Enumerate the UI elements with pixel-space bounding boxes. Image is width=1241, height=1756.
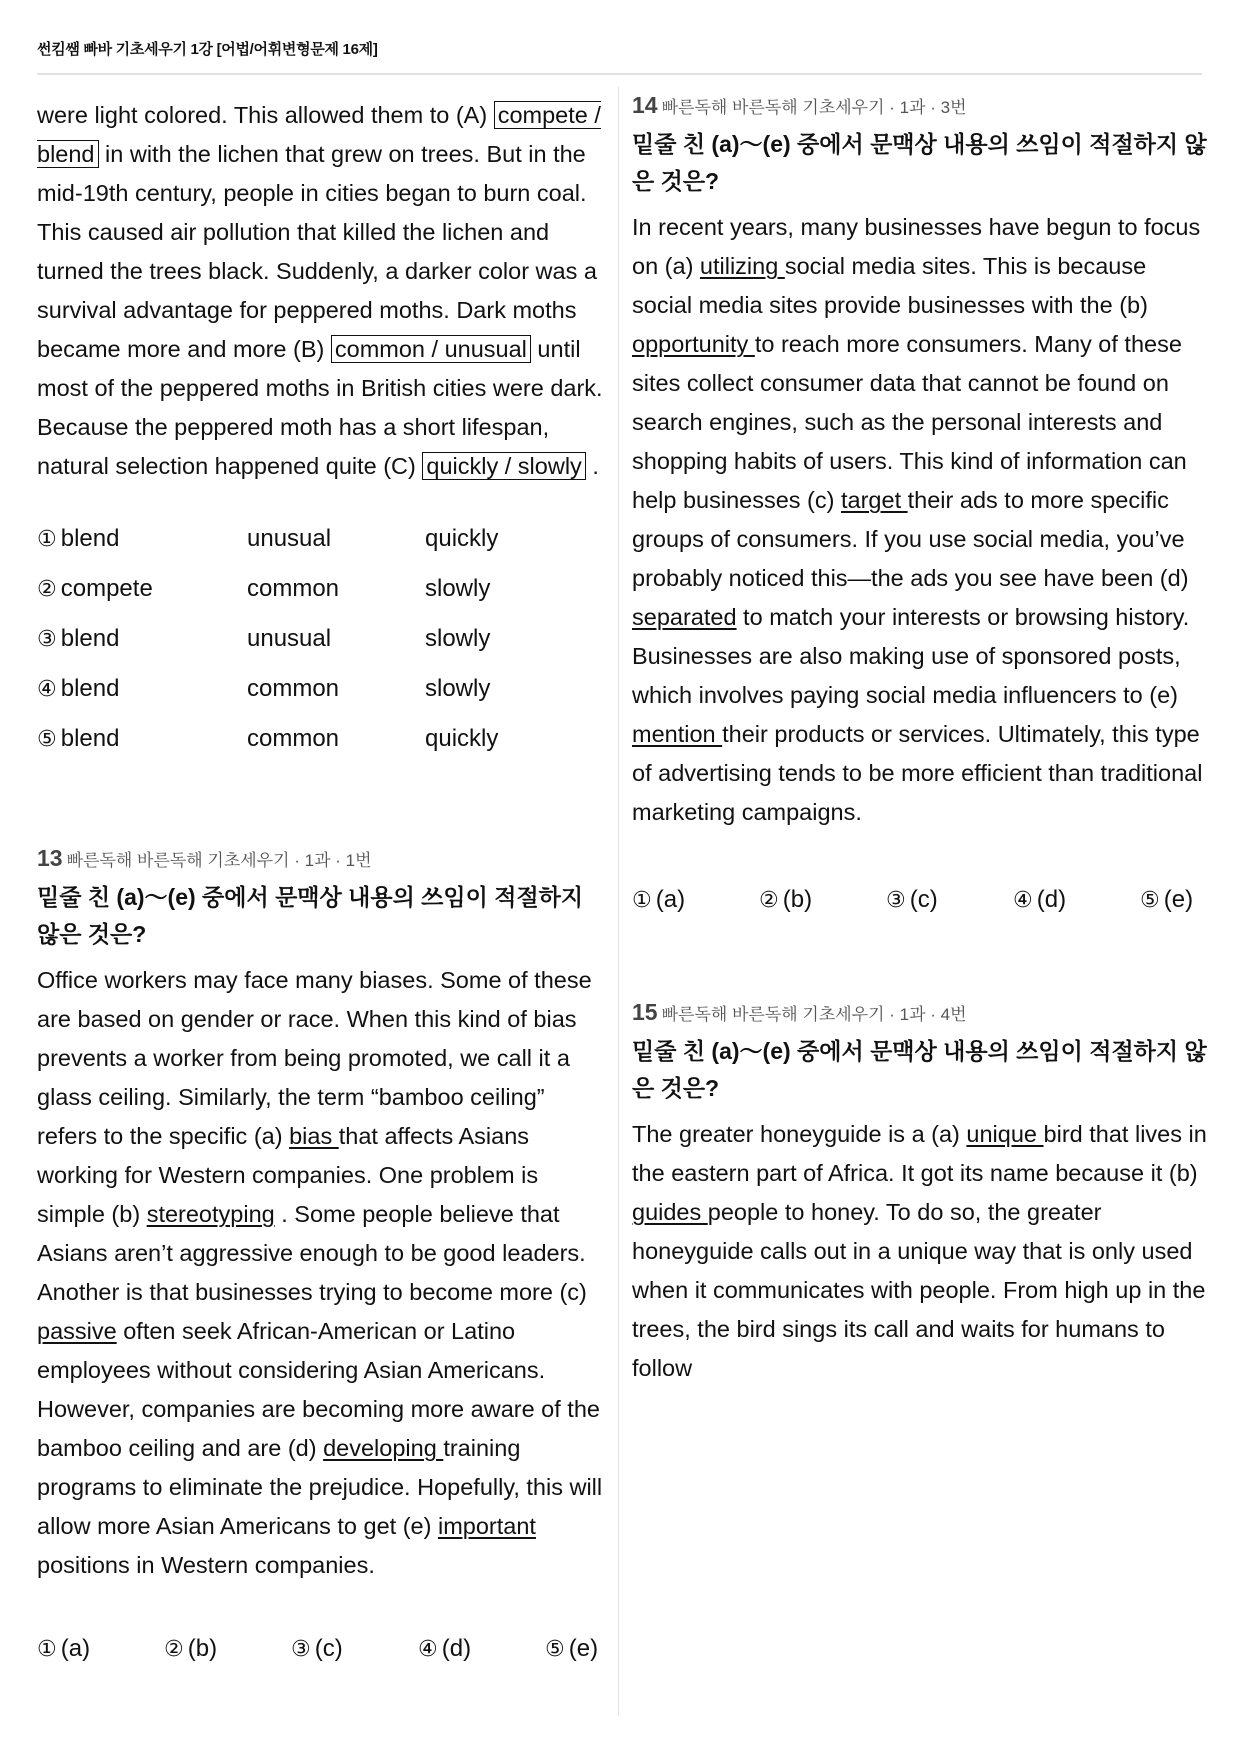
question-source: 빠른독해 바른독해 기초세우기 · 1과 · 4번 bbox=[661, 1005, 967, 1024]
passage-text: often seek African-American or Latino employees without considering Asian Americans. However, companies are becoming more aware of the bamboo ceiling and are (d) bbox=[37, 1318, 600, 1461]
passage-text: training programs to eliminate the prejudice. Hopefully, this will allow more Asian Americans to get (e) bbox=[37, 1435, 603, 1539]
passage-text: positions in Western companies. bbox=[37, 1552, 375, 1578]
passage-text: . Some people believe that Asians aren’t aggressive enough to be good leaders. Another is that businesses trying to become more (c) bbox=[37, 1201, 587, 1305]
question-prompt: 밑줄 친 (a)〜(e) 중에서 문맥상 내용의 쓰임이 적절하지 않은 것은? bbox=[37, 884, 584, 947]
passage-text: their products or services. Ultimately, this type of advertising tends to be more efficient than traditional marketing campaigns. bbox=[632, 721, 1203, 825]
passage-text: that affects Asians working for Western companies. One problem is simple (b) bbox=[37, 1123, 539, 1227]
passage-text: in with the lichen that grew on trees. But in the mid-19th century, people in cities began to burn coal. This caused air pollution that killed the lichen and turned the trees black. Suddenly, a darker color was a survival advantage for peppered moths. Dark moths became more and more (B) bbox=[37, 141, 597, 362]
q14-passage bbox=[632, 208, 1212, 832]
choice-label: (a) bbox=[655, 886, 686, 913]
answer-choice-5[interactable] bbox=[37, 714, 607, 764]
choice-label: (e) bbox=[568, 1635, 599, 1662]
question-meta bbox=[632, 90, 1212, 120]
circled-number: ⑤ bbox=[1140, 887, 1160, 912]
choice-label: (e) bbox=[1163, 886, 1194, 913]
answer-choice-1[interactable] bbox=[37, 514, 607, 564]
answer-choice-1[interactable] bbox=[632, 880, 759, 920]
choice-c: slowly bbox=[425, 575, 491, 602]
passage-text: The greater honeyguide is a (a) bbox=[632, 1121, 967, 1147]
underlined-word-b: guides bbox=[632, 1199, 708, 1225]
circled-number: ④ bbox=[418, 1636, 438, 1661]
circled-number: ④ bbox=[37, 676, 57, 701]
answer-choice-2[interactable] bbox=[164, 1629, 291, 1669]
passage-text: were light colored. This allowed them to (A) bbox=[37, 102, 494, 128]
circled-number: ① bbox=[37, 1636, 57, 1661]
choice-c: slowly bbox=[425, 625, 491, 652]
question-prompt: 밑줄 친 (a)〜(e) 중에서 문맥상 내용의 쓰임이 적절하지 않은 것은? bbox=[632, 131, 1207, 194]
underlined-word-d: developing bbox=[323, 1435, 444, 1461]
answer-choice-1[interactable] bbox=[37, 1629, 164, 1669]
left-column bbox=[37, 96, 607, 1662]
choice-c: quickly bbox=[425, 725, 499, 752]
underlined-word-a: bias bbox=[289, 1123, 339, 1149]
circled-number: ② bbox=[759, 887, 779, 912]
question-14 bbox=[632, 90, 1212, 832]
answer-choice-5[interactable] bbox=[545, 1629, 598, 1669]
choice-a: compete bbox=[60, 575, 153, 602]
question-prompt: 밑줄 친 (a)〜(e) 중에서 문맥상 내용의 쓰임이 적절하지 않은 것은? bbox=[632, 1038, 1207, 1101]
header-divider bbox=[37, 73, 1202, 75]
passage-text: until most of the peppered moths in British cities were dark. Because the peppered moth has a short lifespan, natural selection happened quite (C) bbox=[37, 336, 603, 479]
choice-b: common bbox=[247, 575, 340, 602]
column-divider bbox=[618, 87, 619, 1716]
underlined-word-c: target bbox=[841, 487, 908, 513]
circled-number: ① bbox=[632, 887, 652, 912]
circled-number: ③ bbox=[291, 1636, 311, 1661]
choice-b: unusual bbox=[247, 625, 332, 652]
circled-number: ⑤ bbox=[37, 726, 57, 751]
circled-number: ① bbox=[37, 526, 57, 551]
passage-text: Office workers may face many biases. Some of these are based on gender or race. When this kind of bias prevents a worker from being promoted, we call it a glass ceiling. Similarly, the term “bamboo ceiling” refers to the specific (a) bbox=[37, 967, 592, 1149]
q13-passage bbox=[37, 961, 607, 1585]
circled-number: ⑤ bbox=[545, 1636, 565, 1661]
answer-choice-4[interactable] bbox=[1013, 880, 1140, 920]
choice-c: quickly bbox=[425, 525, 499, 552]
circled-number: ② bbox=[37, 576, 57, 601]
choice-box-c: quickly / slowly bbox=[422, 452, 585, 480]
choice-label: (b) bbox=[187, 1635, 218, 1662]
question-meta bbox=[632, 997, 1212, 1027]
answer-choice-4[interactable] bbox=[37, 664, 607, 714]
answer-choice-2[interactable] bbox=[37, 564, 607, 614]
answer-choice-4[interactable] bbox=[418, 1629, 545, 1669]
choice-a: blend bbox=[60, 525, 120, 552]
choice-b: unusual bbox=[247, 525, 332, 552]
underlined-word-d: separated bbox=[632, 604, 737, 630]
question-number: 14 bbox=[632, 92, 658, 118]
underlined-word-e: important bbox=[437, 1513, 536, 1539]
choice-box-a: compete / blend bbox=[37, 102, 601, 167]
choice-b: common bbox=[247, 675, 340, 702]
choice-a: blend bbox=[60, 625, 120, 652]
passage-text: to match your interests or browsing history. Businesses are also making use of sponsored posts, which involves paying social media influencers to (e) bbox=[632, 604, 1190, 708]
choice-a: blend bbox=[60, 725, 120, 752]
choice-label: (d) bbox=[1036, 886, 1067, 913]
circled-number: ③ bbox=[37, 626, 57, 651]
question-number: 13 bbox=[37, 845, 63, 871]
underlined-word-b: stereotyping bbox=[146, 1201, 275, 1227]
circled-number: ③ bbox=[886, 887, 906, 912]
underlined-word-a: unique bbox=[966, 1121, 1044, 1147]
choice-label: (c) bbox=[909, 886, 938, 913]
q12-answer-choices bbox=[37, 514, 607, 764]
question-source: 빠른독해 바른독해 기초세우기 · 1과 · 3번 bbox=[661, 98, 967, 117]
question-number: 15 bbox=[632, 999, 658, 1025]
q13-answer-choices bbox=[37, 1629, 598, 1669]
choice-a: blend bbox=[60, 675, 120, 702]
answer-choice-5[interactable] bbox=[1140, 880, 1193, 920]
choice-c: slowly bbox=[425, 675, 491, 702]
passage-text: people to honey. To do so, the greater honeyguide calls out in a unique way that is only used when it communicates with people. From high up in the trees, the bird sings its call and waits for humans to follow bbox=[632, 1199, 1206, 1381]
q14-answer-choices bbox=[632, 880, 1193, 920]
passage-text: social media sites. This is because social media sites provide businesses with the (b) bbox=[632, 253, 1148, 318]
answer-choice-3[interactable] bbox=[886, 880, 1013, 920]
choice-label: (b) bbox=[782, 886, 813, 913]
page-header-title: 썬킴쌤 빠바 기초세우기 1강 [어법/어휘변형문제 16제] bbox=[37, 41, 378, 58]
underlined-word-c: passive bbox=[37, 1318, 117, 1344]
answer-choice-2[interactable] bbox=[759, 880, 886, 920]
choice-box-b: common / unusual bbox=[331, 335, 531, 363]
passage-text: to reach more consumers. Many of these sites collect consumer data that cannot be found on search engines, such as the personal interests and shopping habits of users. This kind of information can help businesses (c) bbox=[632, 331, 1187, 513]
underlined-word-a: utilizing bbox=[699, 253, 785, 279]
passage-text: their ads to more specific groups of consumers. If you use social media, you’ve probably noticed this—the ads you see have been (d) bbox=[632, 487, 1189, 591]
q12-passage bbox=[37, 96, 607, 486]
q15-passage bbox=[632, 1115, 1212, 1388]
question-source: 빠른독해 바른독해 기초세우기 · 1과 · 1번 bbox=[66, 851, 372, 870]
circled-number: ④ bbox=[1013, 887, 1033, 912]
choice-label: (c) bbox=[314, 1635, 343, 1662]
choice-b: common bbox=[247, 725, 340, 752]
passage-text: In recent years, many businesses have begun to focus on (a) bbox=[632, 214, 1201, 279]
underlined-word-b: opportunity bbox=[632, 331, 755, 357]
question-meta bbox=[37, 843, 607, 873]
question-13 bbox=[37, 843, 607, 1585]
answer-choice-3[interactable] bbox=[37, 614, 607, 664]
circled-number: ② bbox=[164, 1636, 184, 1661]
answer-choice-3[interactable] bbox=[291, 1629, 418, 1669]
choice-label: (d) bbox=[441, 1635, 472, 1662]
choice-label: (a) bbox=[60, 1635, 91, 1662]
question-15 bbox=[632, 997, 1212, 1388]
right-column bbox=[632, 90, 1212, 1381]
passage-text: bird that lives in the eastern part of Africa. It got its name because it (b) bbox=[632, 1121, 1207, 1186]
passage-text: . bbox=[585, 453, 599, 479]
underlined-word-e: mention bbox=[632, 721, 723, 747]
